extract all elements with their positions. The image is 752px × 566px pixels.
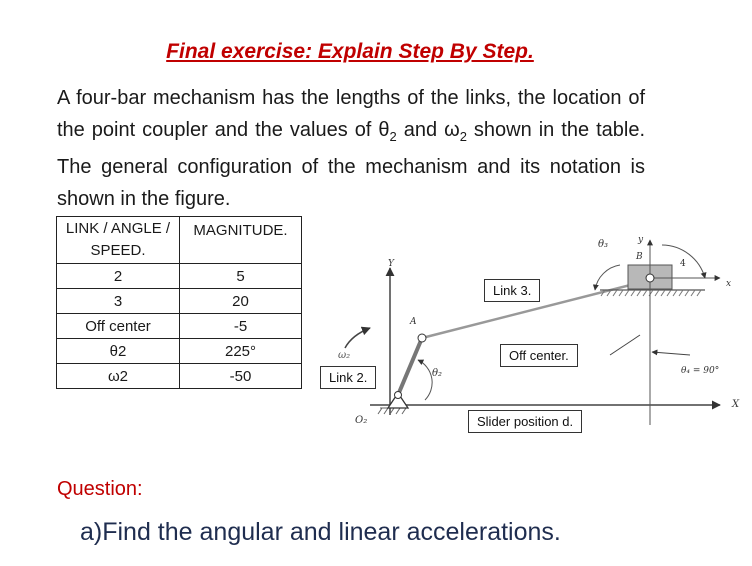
label-theta3: θ₃ [598, 239, 609, 250]
label-A: A [410, 317, 417, 327]
label-y: y [638, 235, 644, 245]
table-row [57, 314, 302, 339]
table-row [57, 264, 302, 289]
table-cell: -50 [180, 364, 302, 389]
table-cell: ω2 [57, 364, 180, 389]
table-cell: 225° [180, 339, 302, 364]
label-Y: Y [388, 259, 394, 269]
table-header-row [57, 217, 302, 264]
question-item-a: a)Find the angular and linear accelerations. [80, 518, 561, 546]
theta3-arc [595, 265, 620, 290]
label-o2: O₂ [355, 415, 368, 426]
table-row [57, 339, 302, 364]
table-cell: 2 [57, 264, 180, 289]
omega2-arrow [345, 328, 370, 348]
callout-off-center: Off center. [500, 344, 578, 367]
label-4: 4 [680, 259, 686, 269]
pivot-o2 [395, 392, 402, 399]
label-theta4: θ₄ = 90° [681, 366, 720, 376]
table-cell: -5 [180, 314, 302, 339]
joint-a [418, 334, 426, 342]
mechanism-figure [300, 210, 750, 450]
table-cell: 20 [180, 289, 302, 314]
exercise-title: Final exercise: Explain Step By Step. [166, 40, 534, 63]
callout-link-3: Link 3. [484, 279, 540, 302]
problem-statement: A four-bar mechanism has the lengths of the links, the location of the point coupler and the values of $\theta_2$ and $\omega_2$ shown in the table. The general configuration of the mechanism and its notation is shown in the figure. [57, 87, 646, 210]
label-omega2: ω₂ [338, 350, 351, 361]
theta4-arrow [652, 352, 690, 355]
label-X: X [732, 399, 740, 410]
table-row [57, 289, 302, 314]
table-cell: Off center [57, 314, 180, 339]
label-x: x [726, 279, 732, 289]
callout-link-2: Link 2. [320, 366, 376, 389]
data-table [56, 216, 302, 389]
joint-b [646, 274, 654, 282]
table-cell: θ2 [57, 339, 180, 364]
ground-hatch-slider [601, 290, 701, 296]
table-header-cell: MAGNITUDE. [180, 217, 302, 264]
question-heading: Question: [57, 478, 143, 500]
label-theta2: θ₂ [432, 368, 443, 379]
link-2 [398, 338, 422, 395]
off-center-leader [610, 335, 640, 355]
callout-slider-position [468, 410, 582, 433]
label-B: B [636, 252, 643, 262]
table-cell: 3 [57, 289, 180, 314]
slider-callout-text: Slider position d. [477, 414, 574, 429]
table-cell: 5 [180, 264, 302, 289]
ground-hatch-o2 [378, 408, 408, 414]
table-row [57, 364, 302, 389]
theta2-arc [418, 360, 432, 400]
table-header-cell: LINK / ANGLE / SPEED. [57, 217, 180, 264]
